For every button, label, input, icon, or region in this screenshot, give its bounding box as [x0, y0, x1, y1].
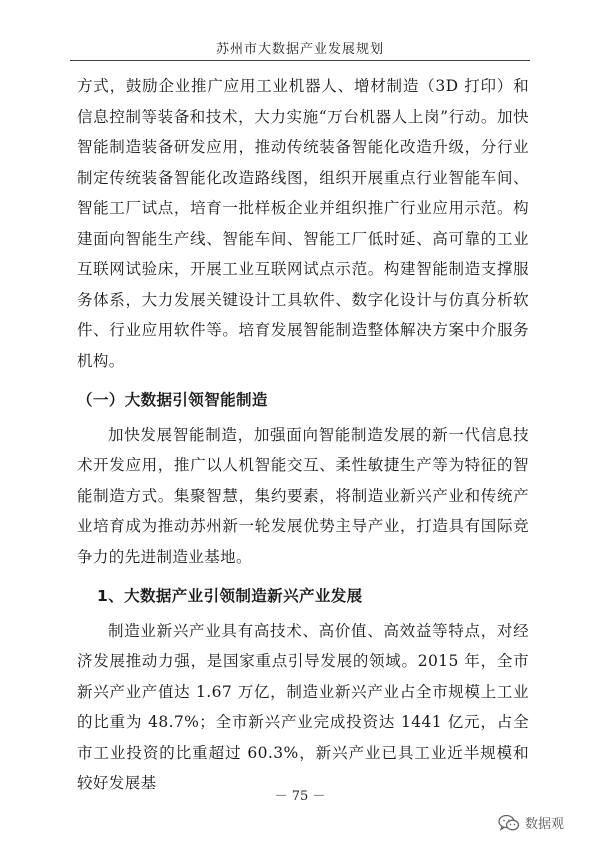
- paragraph-emerging-industries: 制造业新兴产业具有高技术、高价值、高效益等特点，对经济发展推动力强，是国家重点引导发展的领域。2015 年，全市新兴产业产值达 1.67 万亿，制造业新兴产业占全市规模上工业的比重为 48.7%；全市新兴产业完成投资达 1441 亿元，占全市工业投资的比重超过 60.3%，新兴产业已具工业近半规模和较好发展基: [77, 621, 529, 792]
- header-divider: [70, 60, 530, 61]
- subsection-heading: 1、大数据产业引领制造新兴产业发展: [97, 587, 363, 605]
- source-watermark: [498, 813, 564, 832]
- running-header: 苏州市大数据产业发展规划: [215, 42, 384, 57]
- watermark-label: 数据观: [525, 817, 565, 832]
- page-body: [77, 71, 529, 799]
- paragraph-continuation: 方式，鼓励企业推广应用工业机器人、增材制造（3D 打印）和信息控制等装备和技术，大力实施“万台机器人上岗”行动。加快智能制造装备研发应用，推动传统装备智能化改造升级，分行业制定传统装备智能化改造路线图，组织开展重点行业智能车间、智能工厂试点，培育一批样板企业并组织推广行业应用示范。构建面向智能生产线、智能车间、智能工厂低时延、高可靠的工业互联网试验床，开展工业互联网试点示范。构建智能制造支撑服务体系，大力发展关键设计工具软件、数字化设计与仿真分析软件、行业应用软件等。培育发展智能制造整体解决方案中介服务机构。: [77, 77, 529, 370]
- wechat-icon: [498, 814, 520, 832]
- paragraph-intro: 加快发展智能制造，加强面向智能制造发展的新一代信息技术开发应用，推广以人机智能交互、柔性敏捷生产等为特征的智能制造方式。集聚智慧，集约要素，将制造业新兴产业和传统产业培育成为推动苏州新一轮发展优势主导产业，打造具有国际竞争力的先进制造业基地。: [77, 425, 529, 566]
- page-number: － 75 －: [274, 789, 326, 804]
- section-heading: （一）大数据引领智能制造: [77, 391, 268, 409]
